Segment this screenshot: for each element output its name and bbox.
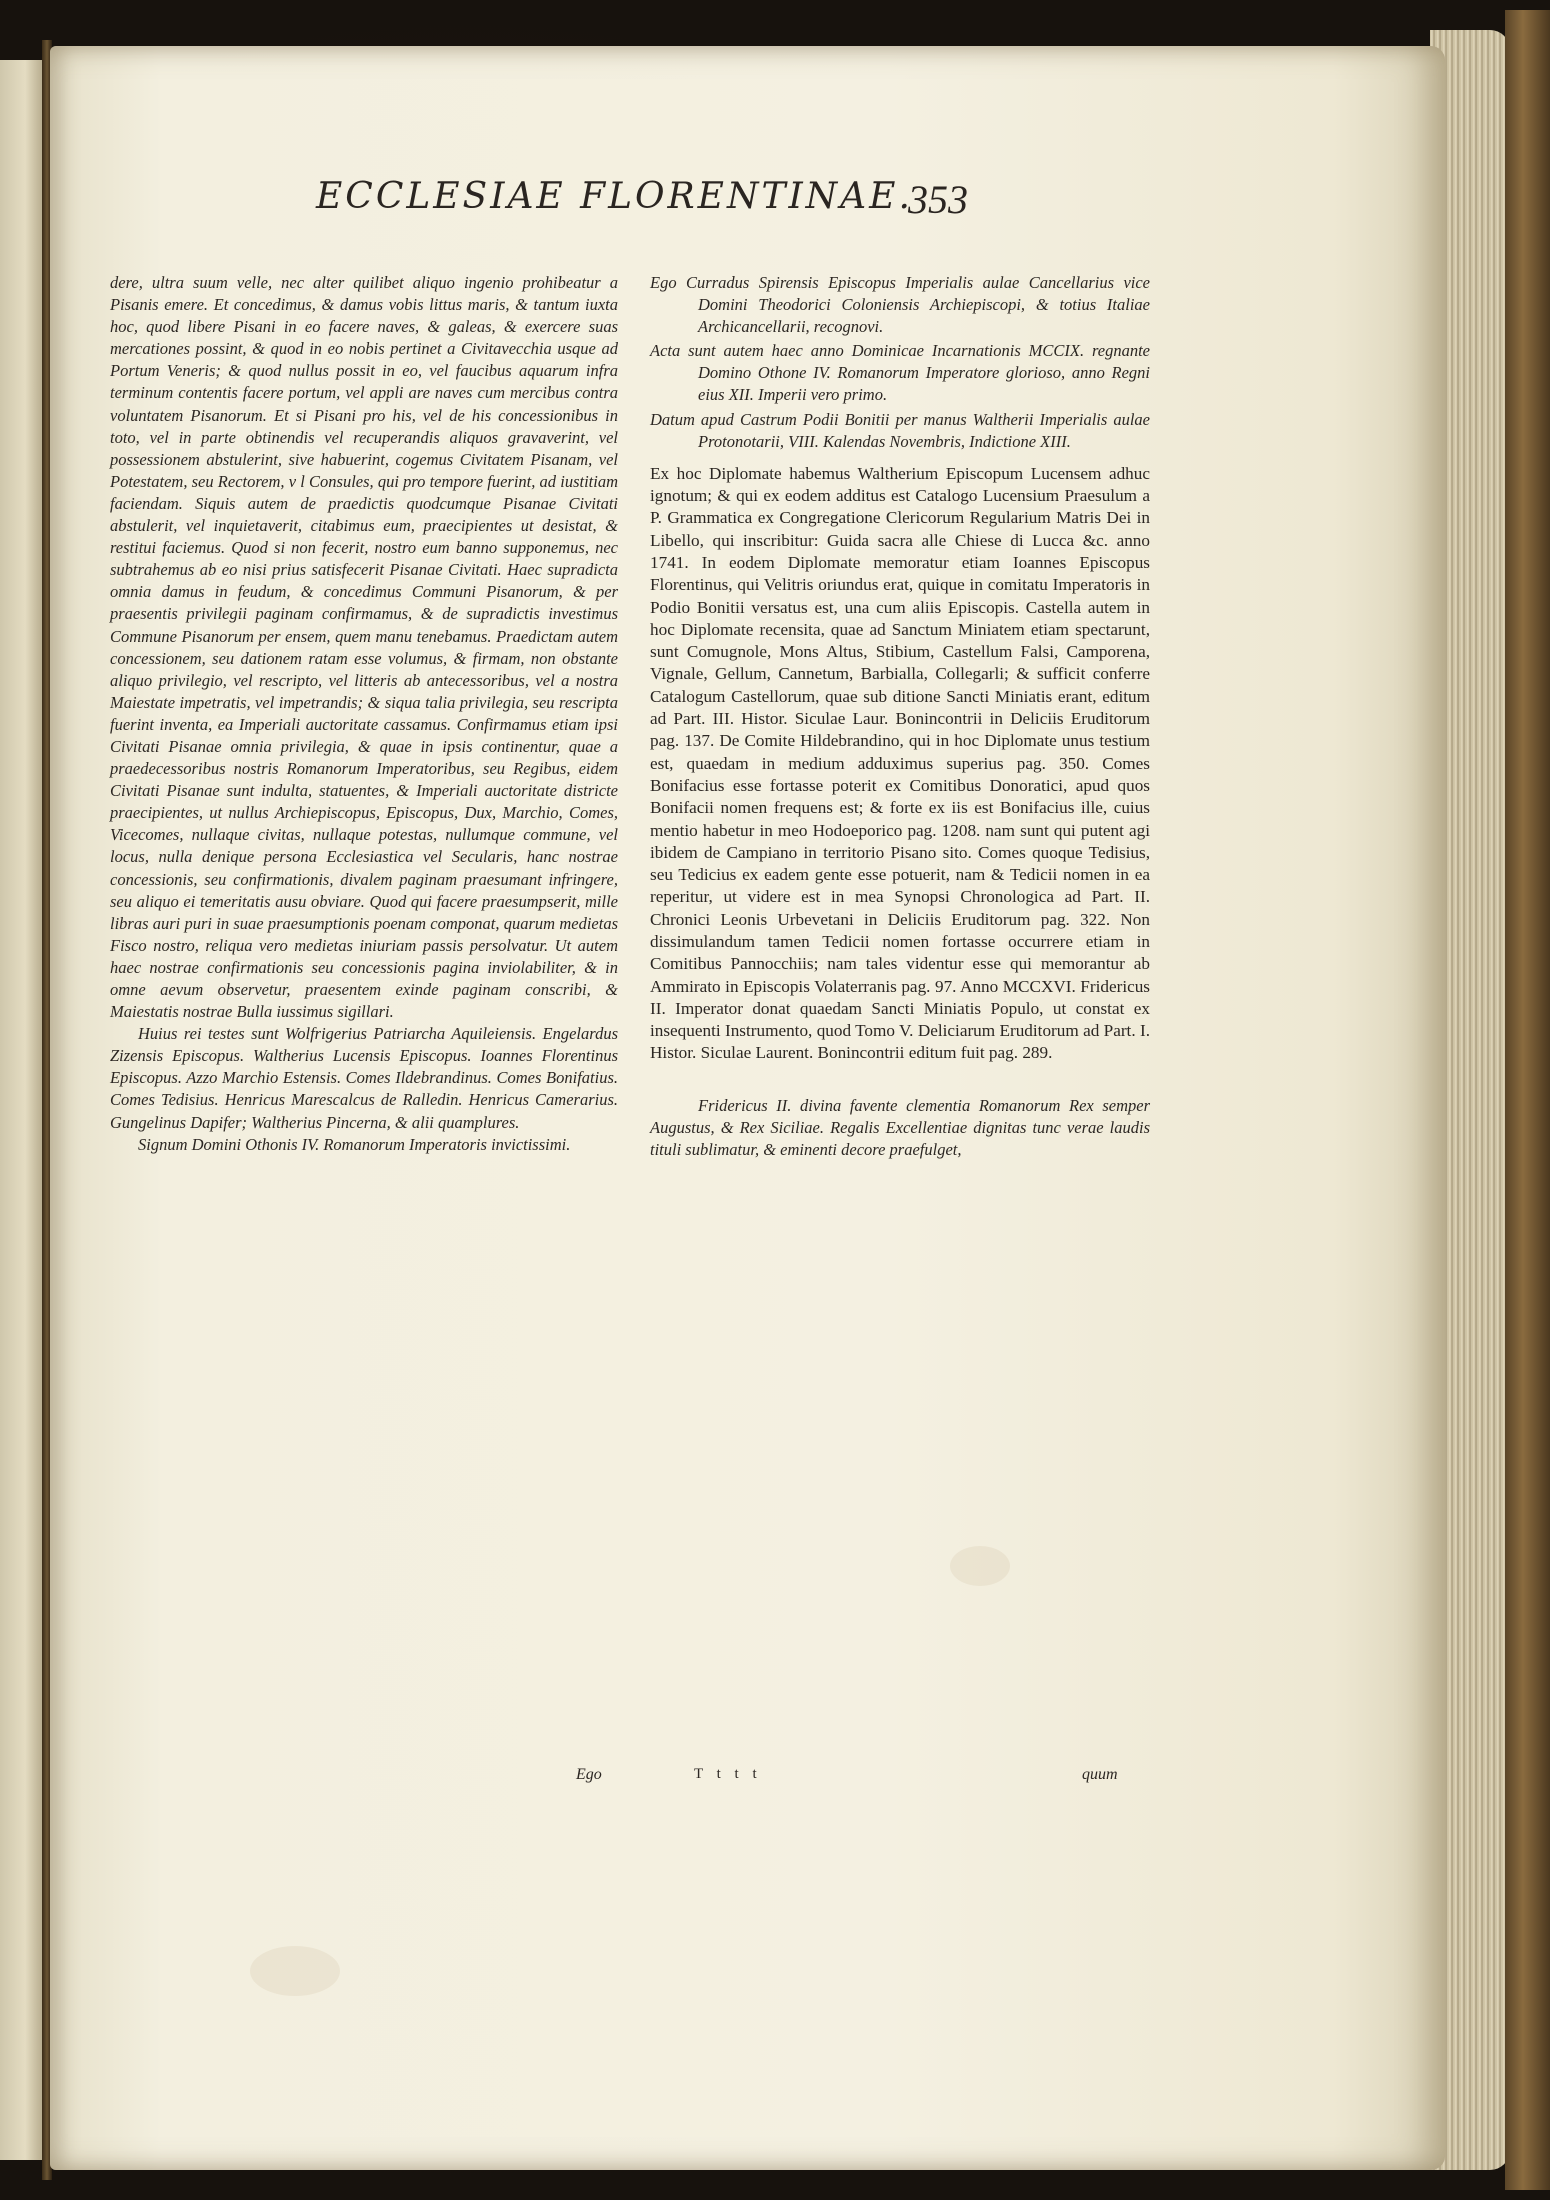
signature-mark: T t t t <box>694 1766 762 1782</box>
signum-line: Signum Domini Othonis IV. Romanorum Imperatoris invictissimi. <box>138 1134 571 1154</box>
book-cover-edge <box>1505 10 1550 2190</box>
acta-paragraph: Acta sunt autem haec anno Dominicae Incarnationis MCCIX. regnante Domino Othone IV. Romanorum Imperatore glorioso, anno Regni eius XII. Imperii vero primo. <box>650 341 1150 405</box>
right-catchword: quum <box>1082 1766 1118 1783</box>
recognition-paragraph: Ego Curradus Spirensis Episcopus Imperialis aulae Cancellarius vice Domini Theodorici Coloniensis Archiepiscopi, & totius Italiae Archicancellarii, recognovi. <box>650 273 1150 337</box>
charter-text-paragraph: dere, ultra suum velle, nec alter quilibet aliquo ingenio prohibeatur a Pisanis emere. Et concedimus, & damus vobis littus maris, & tantum iuxta hoc, quod libere Pisani in eo facere naves, & galeas, & exercere suas mercationes possint, & quod in eo nobis pertinet a Civitavecchia usque ad Portum Veneris; & quod nullus possit in eo, vel faucibus aquarum infra terminum contentis facere portum, vel appli are naves cum mercibus contra voluntatem Pisanorum. Et si Pisani pro his, vel de his concessionibus in toto, vel in parte obtinendis vel recuperandis aliquos gravaverint, vel possessionem abstulerint, sive habuerint, cogemus Civitatem Pisanam, vel Potestatem, seu Rectorem, v l Consules, qui pro tempore fuerint, ad iustitiam faciendam. Siquis autem de praedictis quodcumque Pisanae Civitati abstulerit, vel inquietaverit, citabimus eum, praecipientes ut desistat, & restitui faciemus. Quod si non fecerit, nostro eum banno supponemus, nec subtrahemus ab eo nisi prius satisfecerit Pisanae Civitati. Haec supradicta omnia damus in feudum, & concedimus Communi Pisanorum, & per praesentis privilegii paginam confirmamus, & de supradictis investimus Commune Pisanorum per ensem, quem manu tenebamus. Praedictam autem concessionem, seu dationem ratam esse volumus, & firmam, non obstante aliquo privilegio, vel rescripto, vel litteris ab antecessoribus, vel a nostra Maiestate impetratis, vel impetrandis; & siqua talia privilegia, seu rescripta fuerint inventa, ea Imperiali auctoritate cassamus. Confirmamus etiam ipsi Civitati Pisanae omnia privilegia, & quae in ipsis continentur, quae a praedecessoribus nostris Romanorum Imperatoribus, seu Regibus, eidem Civitati Pisanae sunt indulta, statuentes, & Imperiali auctoritate districte praecipientes, ut nullus Archiepiscopus, Episcopus, Dux, Marchio, Comes, Vicecomes, nullaque civitas, nullaque potestas, nullumque commune, vel locus, nulla denique persona Ecclesiastica vel Secularis, hanc nostrae concessionis, seu confirmationis, divalem paginam praesumant infringere, seu aliquo ei temeritatis ausu obviare. Quod qui facere praesumpserit, mille libras auri puri in suae praesumptionis poenam componat, quarum medietas Fisco nostro, reliqua vero medietas iniuriam passis persolvatur. Ut autem haec nostrae confirmationis seu concessionis pagina inviolabiliter, & in omne aevum observetur, praesentem exinde paginam conscribi, & Maiestatis nostrae Bulla iussimus sigillari. <box>110 273 618 1022</box>
next-charter-opening: Fridericus II. divina favente clementia Romanorum Rex semper Augustus, & Rex Siciliae. Regalis Excellentiae dignitas tunc verae laudis tituli sublimatur, & eminenti decore praefulget, <box>650 1095 1150 1159</box>
left-catchword: Ego <box>576 1766 602 1783</box>
datum-paragraph: Datum apud Castrum Podii Bonitii per manus Waltherii Imperialis aulae Protonotarii, VIII. Kalendas Novembris, Indictione XIII. <box>650 409 1150 451</box>
right-column <box>650 272 1150 1161</box>
page-number: 353 <box>908 177 968 222</box>
running-head <box>316 176 1016 236</box>
commentary-paragraph: Ex hoc Diplomate habemus Waltherium Episcopum Lucensem adhuc ignotum; & qui ex eodem additus est Catalogo Lucensium Praesulum a P. Grammatica ex Congregatione Clericorum Regularium Matris Dei in Libello, qui inscribitur: Guida sacra alle Chiese di Lucca &c. anno 1741. In eodem Diplomate memoratur etiam Ioannes Episcopus Florentinus, qui Velitris oriundus erat, quique in comitatu Imperatoris in Podio Bonitii versatus est, una cum aliis Episcopis. Castella autem in hoc Diplomate recensita, quae ad Sanctum Miniatem etiam spectarunt, sunt Comugnole, Mons Altus, Stibium, Castellum Falsi, Camporena, Vignale, Gellum, Cannetum, Barbialla, Collegarli; & sufficit conferre Catalogum Castellorum, quae sub ditione Sancti Miniatis erant, editum ad Part. III. Histor. Siculae Laur. Bonincontrii in Deliciis Eruditorum pag. 137. De Comite Hildebrandino, qui in hoc Diplomate unus testium est, quaedam in medium adduximus superius pag. 350. Comes Bonifacius esse fortasse poterit ex Comitibus Donoratici, apud quos Bonifacii nomen frequens est; & forte ex iis est Bonifacius ille, cuius mentio habetur in meo Hodoeporico pag. 1208. nam sunt qui putent agi ibidem de Campiano in territorio Pisano sito. Comes quoque Tedisius, seu Tedicius ex eadem gente esse potuerit, nam & Tedicii nomen in ea reperitur, ut videre est in mea Synopsi Chronologica ad Part. II. Chronici Leonis Urbevetani in Deliciis Eruditorum pag. 322. Non dissimulandum tamen Tedicii nomen fortasse occurrere etiam in Comitibus Pannocchiis; nam tales videntur esse qui memorantur ab Ammirato in Episcopis Volaterranis pag. 97. Anno MCCXVI. Fridericus II. Imperator donat quaedam Sancti Miniatis Populo, ut constat ex insequenti Instrumento, quod Tomo V. Deliciarum Eruditorum ad Part. I. Histor. Siculae Laurent. Bonincontrii editum fuit pag. 289. <box>650 463 1150 1063</box>
paper-stain <box>250 1946 340 1996</box>
charter-closing-block <box>650 272 1150 453</box>
witnesses-paragraph: Huius rei testes sunt Wolfrigerius Patriarcha Aquileiensis. Engelardus Zizensis Episcopus. Waltherius Lucensis Episcopus. Ioannes Florentinus Episcopus. Azzo Marchio Estensis. Comes Ildebrandinus. Comes Bonifatius. Comes Tedisius. Henricus Marescalcus de Ralledin. Henricus Camerarius. Gungelinus Dapifer; Waltherius Pincerna, & alii quamplures. <box>110 1024 618 1132</box>
commentary-block <box>650 463 1150 1065</box>
left-column <box>110 272 618 1156</box>
next-charter-block <box>650 1095 1150 1161</box>
running-title: ECCLESIAE FLORENTINAE. <box>316 176 913 217</box>
facing-page-edge <box>0 60 48 2160</box>
paper-stain <box>950 1546 1010 1586</box>
